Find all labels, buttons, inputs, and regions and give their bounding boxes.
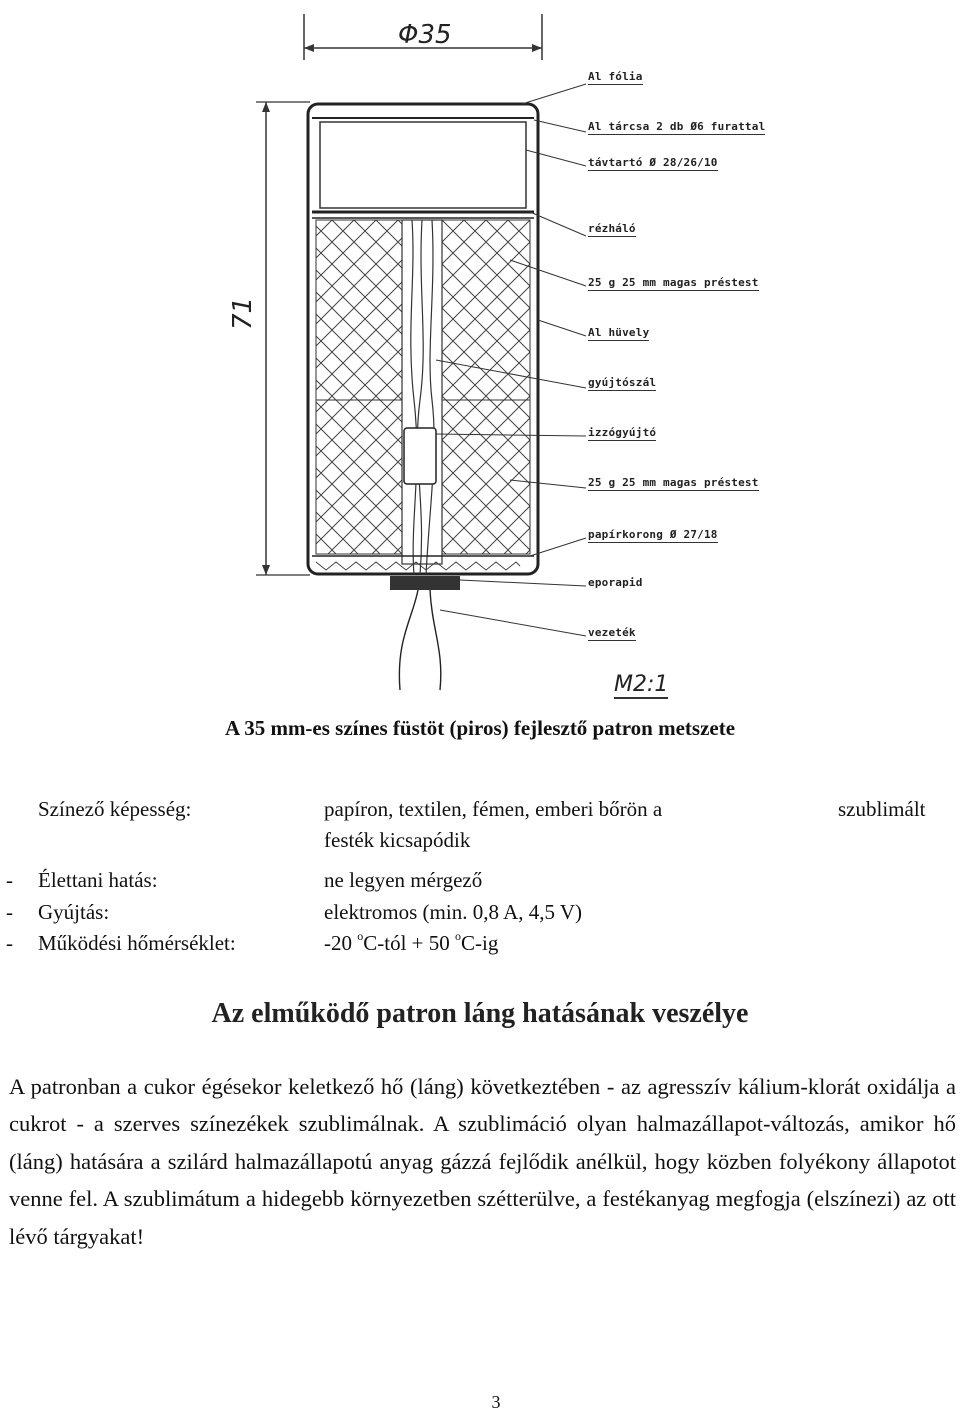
property-value: elektromos (min. 0,8 A, 4,5 V) (324, 900, 583, 924)
cross-section-svg (200, 0, 820, 710)
property-value: ne legyen mérgező (324, 868, 483, 892)
label-al-disc: Al tárcsa 2 db Ø6 furattal (588, 120, 766, 133)
lead-wire-left (399, 590, 418, 690)
label-pressed-body-2: 25 g 25 mm magas préstest (588, 476, 759, 489)
diameter-label: Φ35 (398, 20, 452, 50)
label-al-sleeve: Al hüvely (588, 326, 650, 339)
label-pressed-body-1: 25 g 25 mm magas préstest (588, 276, 759, 289)
igniter (404, 428, 436, 484)
label-spacer: távtartó Ø 28/26/10 (588, 156, 718, 169)
height-label: 71 (228, 296, 258, 330)
scale-label: M2:1 (614, 672, 669, 697)
cartridge-cross-section-drawing (200, 0, 820, 710)
property-label: Működési hőmérséklet: (38, 931, 236, 955)
body-paragraph: A patronban a cukor égésekor keletkező hő (láng) következtében - az agresszív kálium-klorát oxidálja a cukrot - a szerves színezékek szublimálnak. A szublimáció olyan halmazállapot-változás, amikor hő (láng) hatására a szilárd halmazállapotú anyag gázzá fejlődik anélkül, hogy közben folyékony állapotot venne fel. A szublimátum a hidegebb környezetben szétterülve, a festékanyag megfogja (elszínezi) az ott lévő tárgyakat! (9, 1074, 956, 1249)
property-row-coloring (0, 797, 960, 857)
figure-caption: A 35 mm-es színes füstöt (piros) fejlesztő patron metszete (224, 716, 736, 740)
property-value: -20 $^o$C-tól + 50 $^o$C-ig (324, 929, 499, 955)
height-dimension (256, 102, 310, 575)
label-copper-mesh: rézháló (588, 222, 636, 235)
page-number: 3 (491, 1392, 501, 1412)
section-heading: Az elműködő patron láng hatásának veszélye (211, 998, 749, 1029)
ignition-channel (402, 220, 442, 564)
property-label: Gyújtás: (38, 900, 110, 924)
label-igniter: izzógyújtó (588, 426, 657, 439)
property-row-physiological (0, 868, 960, 898)
label-paper-disc: papírkorong Ø 27/18 (588, 528, 718, 541)
property-value-continued: festék kicsapódik (324, 828, 471, 852)
list-dash: - (6, 931, 13, 955)
label-fuse-thread: gyújtószál (588, 376, 657, 389)
list-dash: - (6, 900, 13, 924)
property-row-operating-temp (0, 931, 960, 961)
property-label: Színező képesség: (38, 797, 192, 821)
label-lead-wire: vezeték (588, 626, 636, 639)
property-label: Élettani hatás: (38, 868, 158, 892)
list-dash: - (6, 868, 13, 892)
lead-wire-right (430, 590, 441, 690)
label-eporapid: eporapid (588, 576, 643, 589)
label-al-foil: Al fólia (588, 70, 643, 83)
epoxy-plug (390, 576, 460, 590)
property-value-end: szublimált (838, 797, 926, 821)
property-row-ignition (0, 900, 960, 930)
property-value: papíron, textilen, fémen, emberi bőrön a (324, 797, 663, 821)
